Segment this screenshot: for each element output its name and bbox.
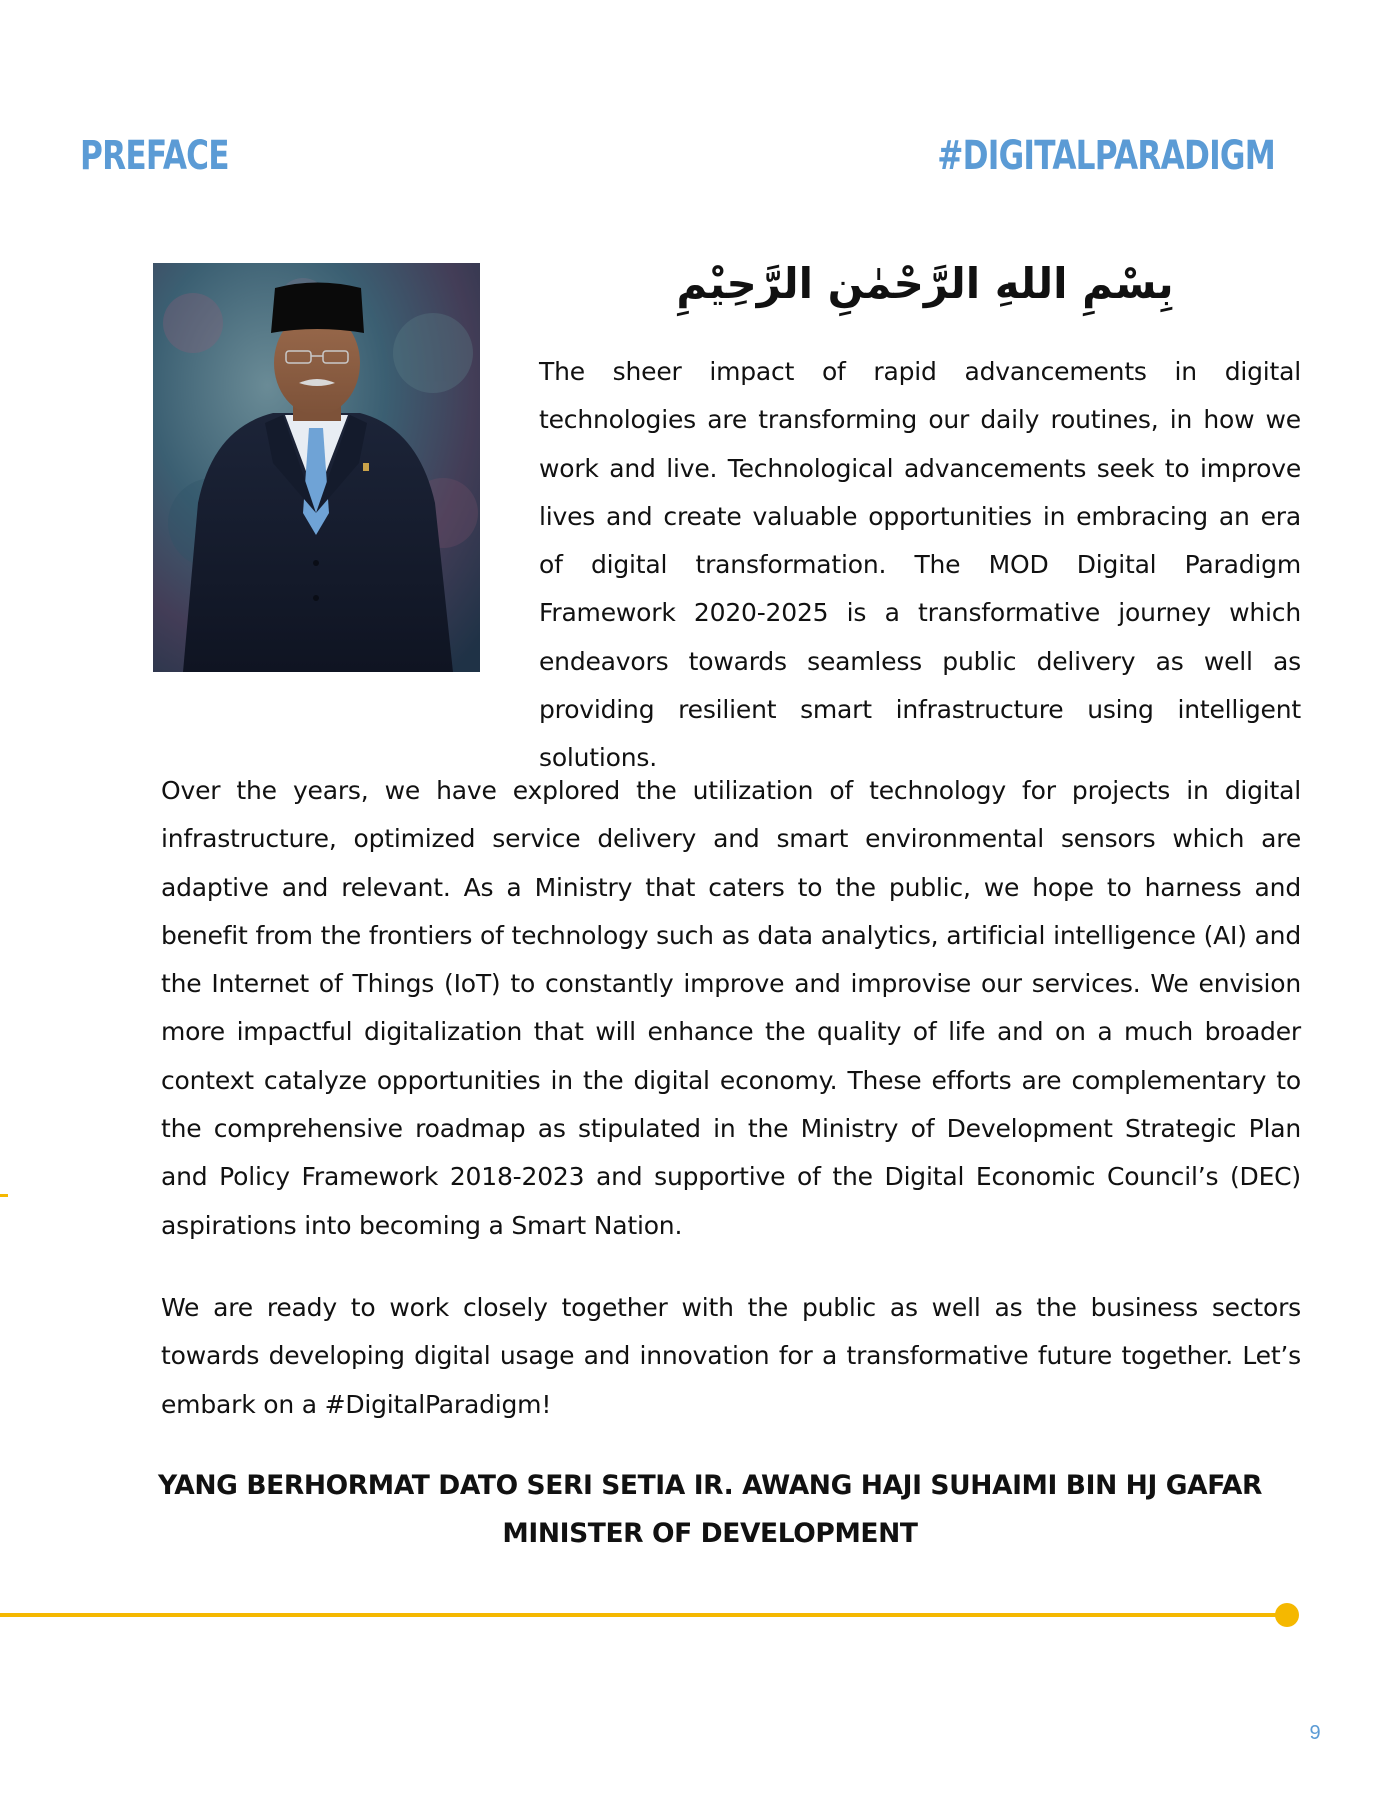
section-title: PREFACE <box>80 133 229 179</box>
preface-paragraph-3: We are ready to work closely together with the public as well as the business sectors towards developing digital usage and innovation for a transformative future together. Let’s embark on a #DigitalParadigm! <box>161 1293 1301 1419</box>
minister-portrait <box>153 263 480 672</box>
signatory-name: YANG BERHORMAT DATO SERI SETIA IR. AWANG HAJI SUHAIMI BIN HJ GAFAR <box>158 1470 1262 1501</box>
basmala-calligraphy <box>676 236 1174 326</box>
hashtag-heading: #DIGITALPARADIGM <box>937 133 1275 179</box>
signatory-title: MINISTER OF DEVELOPMENT <box>502 1518 918 1549</box>
timeline-line <box>0 1613 1285 1617</box>
preface-paragraph-1: The sheer impact of rapid advancements in digital technologies are transforming our daily routines, in how we work and live. Technological advancements seek to improve lives and create valuable opportunities in embracing an era of digital transformation. The MOD Digital Paradigm Framework 2020-2025 is a transformative journey which endeavors towards seamless public delivery as well as providing resilient smart infrastructure using intelligent solutions. <box>539 357 1301 773</box>
basmala-text: بِسْمِ اللهِ الرَّحْمٰنِ الرَّحِيْمِ <box>676 259 1174 308</box>
preface-paragraph-2: Over the years, we have explored the utilization of technology for projects in digital infrastructure, optimized service delivery and smart environmental sensors which are adaptive and relevant. As a Ministry that caters to the public, we hope to harness and benefit from the frontiers of technology such as data analytics, artificial intelligence (AI) and the Internet of Things (IoT) to constantly improve and improvise our services. We envision more impactful digitalization that will enhance the quality of life and on a much broader context catalyze opportunities in the digital economy. These efforts are complementary to the comprehensive roadmap as stipulated in the Ministry of Development Strategic Plan and Policy Framework 2018-2023 and supportive of the Digital Economic Council’s (DEC) aspirations into becoming a Smart Nation. <box>161 776 1301 1240</box>
timeline-dot <box>1275 1603 1299 1627</box>
page-number: 9 <box>1309 1722 1321 1744</box>
side-accent-mark <box>0 1194 8 1197</box>
